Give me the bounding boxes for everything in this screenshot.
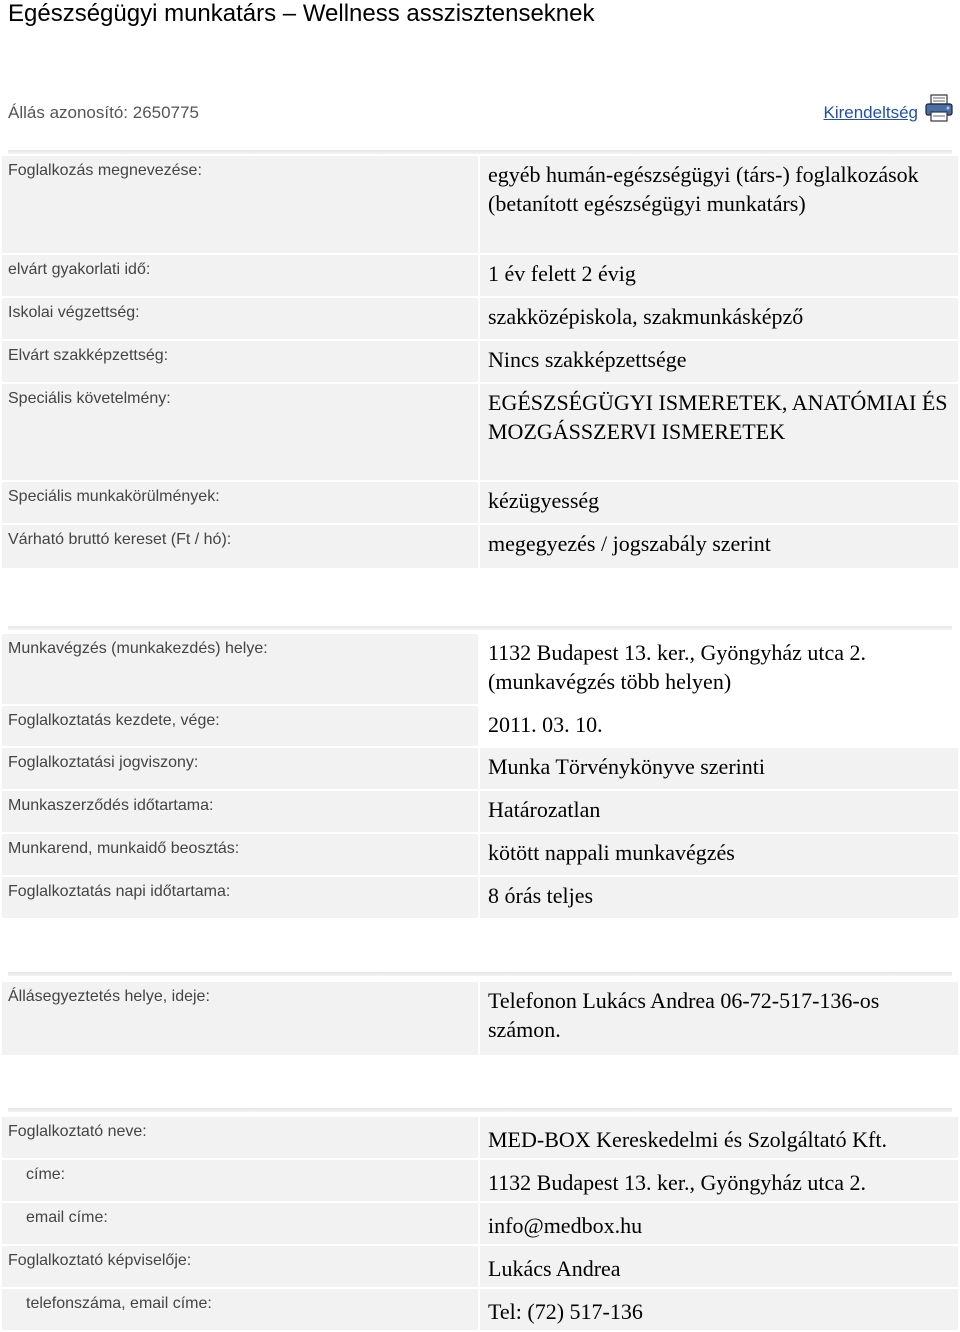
employer-email[interactable]: info@medbox.hu [480,1203,958,1244]
detail-row [0,1246,960,1287]
field-label: Állásegyeztetés helye, ideje: [2,982,478,1055]
detail-row [0,525,960,568]
field-label: Munkavégzés (munkakezdés) helye: [2,634,478,704]
field-label: Foglalkoztatás kezdete, vége: [2,706,478,746]
detail-row [0,156,960,253]
section-divider [8,150,952,154]
field-label: Foglalkoztatás napi időtartama: [2,877,478,918]
field-label: Foglalkozás megnevezése: [2,156,478,253]
detail-row [0,341,960,382]
page-title: Egészségügyi munkatárs – Wellness asszisztenseknek [8,0,595,27]
field-label: Várható bruttó kereset (Ft / hó): [2,525,478,568]
field-value: Telefonon Lukács Andrea 06-72-517-136-os számon. [480,982,958,1055]
detail-row [0,384,960,480]
field-value: MED-BOX Kereskedelmi és Szolgáltató Kft. [480,1117,958,1158]
detail-row [0,1203,960,1244]
field-value: Határozatlan [480,791,958,832]
field-label: telefonszáma, email címe: [2,1289,478,1330]
field-label: email címe: [2,1203,478,1244]
field-value: Munka Törvénykönyve szerinti [480,748,958,789]
field-label: Foglalkoztató neve: [2,1117,478,1158]
field-value: 1132 Budapest 13. ker., Gyöngyház utca 2. [480,1160,958,1201]
detail-row [0,791,960,832]
field-label: címe: [2,1160,478,1201]
detail-row [0,834,960,875]
section-divider [8,972,952,976]
field-label: Foglalkoztató képviselője: [2,1246,478,1287]
field-label: Munkaszerződés időtartama: [2,791,478,832]
detail-row [0,482,960,523]
field-value: egyéb humán-egészségügyi (társ-) foglalkozások (betanított egészségügyi munkatárs) [480,156,958,253]
field-label: Foglalkoztatási jogviszony: [2,748,478,789]
field-label: Speciális munkakörülmények: [2,482,478,523]
detail-row [0,634,960,704]
field-value: szakközépiskola, szakmunkásképző [480,298,958,339]
section-divider [8,1108,952,1112]
field-label: Munkarend, munkaidő beosztás: [2,834,478,875]
detail-row [0,982,960,1055]
detail-row [0,255,960,296]
field-value: megegyezés / jogszabály szerint [480,525,958,568]
field-value: kézügyesség [480,482,958,523]
detail-row [0,298,960,339]
field-value: Lukács Andrea [480,1246,958,1287]
field-value: 8 órás teljes [480,877,958,918]
field-label: Elvárt szakképzettség: [2,341,478,382]
job-header [0,90,960,140]
printer-icon[interactable] [924,93,954,123]
field-label: elvárt gyakorlati idő: [2,255,478,296]
field-value: 2011. 03. 10. [480,706,958,746]
office-link[interactable]: Kirendeltség [823,103,918,122]
field-value: 1 év felett 2 évig [480,255,958,296]
detail-row [0,1117,960,1158]
field-value: EGÉSZSÉGÜGYI ISMERETEK, ANATÓMIAI ÉS MOZGÁSSZERVI ISMERETEK [480,384,958,480]
field-label: Speciális követelmény: [2,384,478,480]
field-value: Tel: (72) 517-136 [480,1289,958,1330]
job-id: Állás azonosító: 2650775 [8,103,199,122]
field-label: Iskolai végzettség: [2,298,478,339]
detail-row [0,1160,960,1201]
field-value: 1132 Budapest 13. ker., Gyöngyház utca 2. (munkavégzés több helyen) [480,634,958,704]
detail-row [0,706,960,746]
detail-row [0,877,960,918]
section-divider [8,626,952,630]
field-value: kötött nappali munkavégzés [480,834,958,875]
detail-row [0,748,960,789]
detail-row [0,1289,960,1330]
field-value: Nincs szakképzettsége [480,341,958,382]
